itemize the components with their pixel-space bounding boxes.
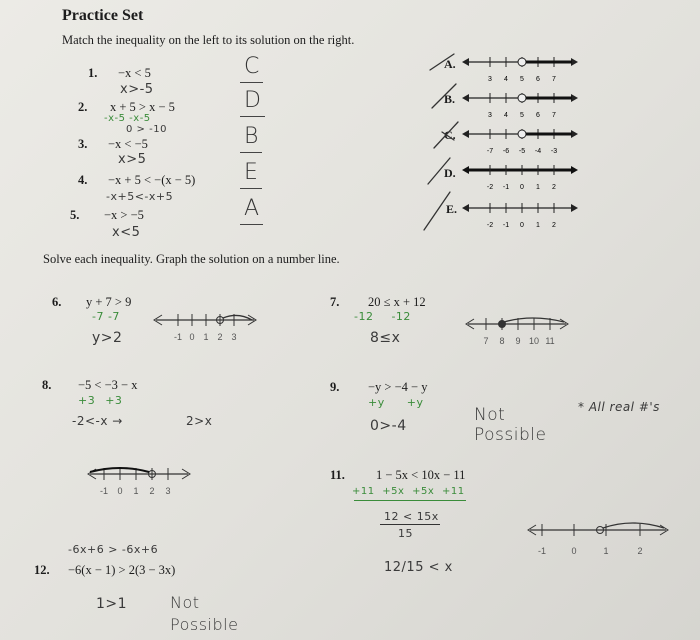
option-letter: B. bbox=[444, 92, 456, 106]
number-line-11 bbox=[524, 516, 674, 560]
item-number: 4. bbox=[78, 173, 88, 187]
item-number: 2. bbox=[78, 100, 88, 114]
handwritten-work: -12 -12 bbox=[354, 310, 411, 323]
tick-label: 2 bbox=[552, 184, 556, 191]
inequality: −y > −4 − y bbox=[368, 380, 428, 394]
problem-number: 6. bbox=[52, 295, 62, 309]
tick-label: 1 bbox=[133, 486, 139, 496]
handwritten-work: +3 +3 bbox=[78, 394, 123, 407]
option-letter: C. bbox=[444, 128, 456, 142]
number-line-6 bbox=[150, 306, 260, 346]
item-number: 1. bbox=[88, 66, 98, 80]
inequality: −5 < −3 − x bbox=[78, 378, 138, 392]
tick-label: -1 bbox=[99, 486, 109, 496]
problem-number: 11. bbox=[330, 468, 345, 482]
number-line-8 bbox=[84, 460, 194, 500]
tick-label: 2 bbox=[637, 546, 643, 556]
number-line-A bbox=[462, 50, 582, 84]
tick-label: 2 bbox=[149, 486, 155, 496]
inequality: y + 7 > 9 bbox=[86, 295, 132, 309]
inequality: −6(x − 1) > 2(3 − 3x) bbox=[68, 563, 176, 577]
number-line-C bbox=[462, 122, 582, 156]
inequality: −x < −5 bbox=[108, 137, 148, 151]
handwritten-work: x>-5 bbox=[120, 82, 154, 97]
item-number: 5. bbox=[70, 208, 80, 222]
tick-label: -1 bbox=[173, 332, 183, 342]
tick-label: 6 bbox=[536, 112, 540, 119]
tick-label: 7 bbox=[552, 112, 556, 119]
handwritten-work: -7 -7 bbox=[92, 310, 120, 323]
tick-label: -2 bbox=[486, 222, 494, 229]
option-letter: A. bbox=[444, 57, 456, 71]
tick-label: 7 bbox=[552, 76, 556, 83]
tick-label: 3 bbox=[488, 76, 492, 83]
handwritten-work: 8≤x bbox=[370, 330, 401, 346]
tick-label: 10 bbox=[528, 336, 540, 346]
tick-label: 9 bbox=[515, 336, 521, 346]
check-marks bbox=[420, 44, 470, 244]
handwritten-note: * All real #'s bbox=[578, 400, 660, 414]
tick-label: 1 bbox=[203, 332, 209, 342]
option-letter: D. bbox=[444, 166, 456, 180]
number-line-B bbox=[462, 86, 582, 120]
answer-letter: E bbox=[244, 160, 258, 185]
handwritten-work: -x-5 -x-5 bbox=[104, 113, 151, 124]
number-line-D bbox=[462, 158, 582, 192]
handwritten-note: Not Possible bbox=[474, 405, 547, 445]
handwritten-work: -2<-x → bbox=[72, 414, 123, 428]
tick-label: 3 bbox=[165, 486, 171, 496]
handwritten-work: +11 +5x +5x +11 bbox=[352, 486, 465, 497]
option-letter: E. bbox=[446, 202, 458, 216]
tick-label: 1 bbox=[536, 184, 540, 191]
inequality: 1 − 5x < 10x − 11 bbox=[376, 468, 466, 482]
handwritten-work: -x+5<-x+5 bbox=[106, 190, 174, 203]
inequality: −x + 5 < −(x − 5) bbox=[108, 173, 196, 187]
tick-label: 0 bbox=[520, 222, 524, 229]
tick-label: 5 bbox=[520, 76, 524, 83]
tick-label: -7 bbox=[486, 148, 494, 155]
tick-label: -1 bbox=[502, 222, 510, 229]
tick-label: 1 bbox=[536, 222, 540, 229]
tick-label: -5 bbox=[518, 148, 526, 155]
tick-label: 2 bbox=[217, 332, 223, 342]
handwritten-work: 0>-4 bbox=[370, 418, 407, 434]
instructions-solve: Solve each inequality. Graph the solution on a number line. bbox=[43, 252, 340, 266]
item-number: 3. bbox=[78, 137, 88, 151]
tick-label: 4 bbox=[504, 76, 508, 83]
inequality: x + 5 > x − 5 bbox=[110, 100, 175, 114]
tick-label: -4 bbox=[534, 148, 542, 155]
tick-label: -2 bbox=[486, 184, 494, 191]
handwritten-work: 15 bbox=[398, 527, 413, 540]
tick-label: 2 bbox=[552, 222, 556, 229]
handwritten-note: Not Possible bbox=[170, 593, 239, 634]
handwritten-work: 2>x bbox=[186, 414, 213, 428]
tick-label: 0 bbox=[520, 184, 524, 191]
tick-label: 0 bbox=[189, 332, 195, 342]
handwritten-work: x>5 bbox=[118, 152, 147, 167]
problem-number: 9. bbox=[330, 380, 340, 394]
handwritten-work: 1>1 bbox=[96, 596, 128, 612]
tick-label: -1 bbox=[502, 184, 510, 191]
problem-number: 12. bbox=[34, 563, 50, 577]
tick-label: 0 bbox=[571, 546, 577, 556]
answer-letter: D bbox=[244, 88, 261, 113]
problem-number: 7. bbox=[330, 295, 340, 309]
tick-label: -3 bbox=[550, 148, 558, 155]
tick-label: 7 bbox=[483, 336, 489, 346]
work-underline bbox=[354, 500, 466, 501]
handwritten-work: 0 > -10 bbox=[126, 124, 167, 135]
answer-letter: C bbox=[244, 54, 260, 79]
tick-label: 1 bbox=[603, 546, 609, 556]
inequality: −x > −5 bbox=[104, 208, 144, 222]
tick-label: 8 bbox=[499, 336, 505, 346]
tick-label: 3 bbox=[488, 112, 492, 119]
handwritten-work: -6x+6 > -6x+6 bbox=[68, 543, 159, 556]
page-title: Practice Set bbox=[62, 7, 144, 24]
instructions-matching: Match the inequality on the left to its solution on the right. bbox=[62, 33, 355, 47]
tick-label: -1 bbox=[537, 546, 547, 556]
answer-letter: B bbox=[244, 124, 259, 149]
handwritten-work: +y +y bbox=[368, 396, 424, 409]
tick-label: 5 bbox=[520, 112, 524, 119]
tick-label: 6 bbox=[536, 76, 540, 83]
inequality: −x < 5 bbox=[118, 66, 151, 80]
fraction-bar bbox=[380, 524, 440, 525]
tick-label: 11 bbox=[545, 336, 555, 346]
tick-label: 3 bbox=[231, 332, 237, 342]
number-line-E bbox=[462, 196, 582, 230]
problem-number: 8. bbox=[42, 378, 52, 392]
handwritten-work: 12/15 < x bbox=[384, 560, 453, 575]
tick-label: 0 bbox=[117, 486, 123, 496]
handwritten-work: y>2 bbox=[92, 330, 123, 346]
handwritten-work: 12 < 15x bbox=[384, 510, 439, 523]
tick-label: -6 bbox=[502, 148, 510, 155]
tick-label: 4 bbox=[504, 112, 508, 119]
inequality: 20 ≤ x + 12 bbox=[368, 295, 426, 309]
handwritten-work: x<5 bbox=[112, 225, 141, 240]
answer-letter: A bbox=[244, 196, 260, 221]
number-line-7 bbox=[462, 310, 572, 350]
